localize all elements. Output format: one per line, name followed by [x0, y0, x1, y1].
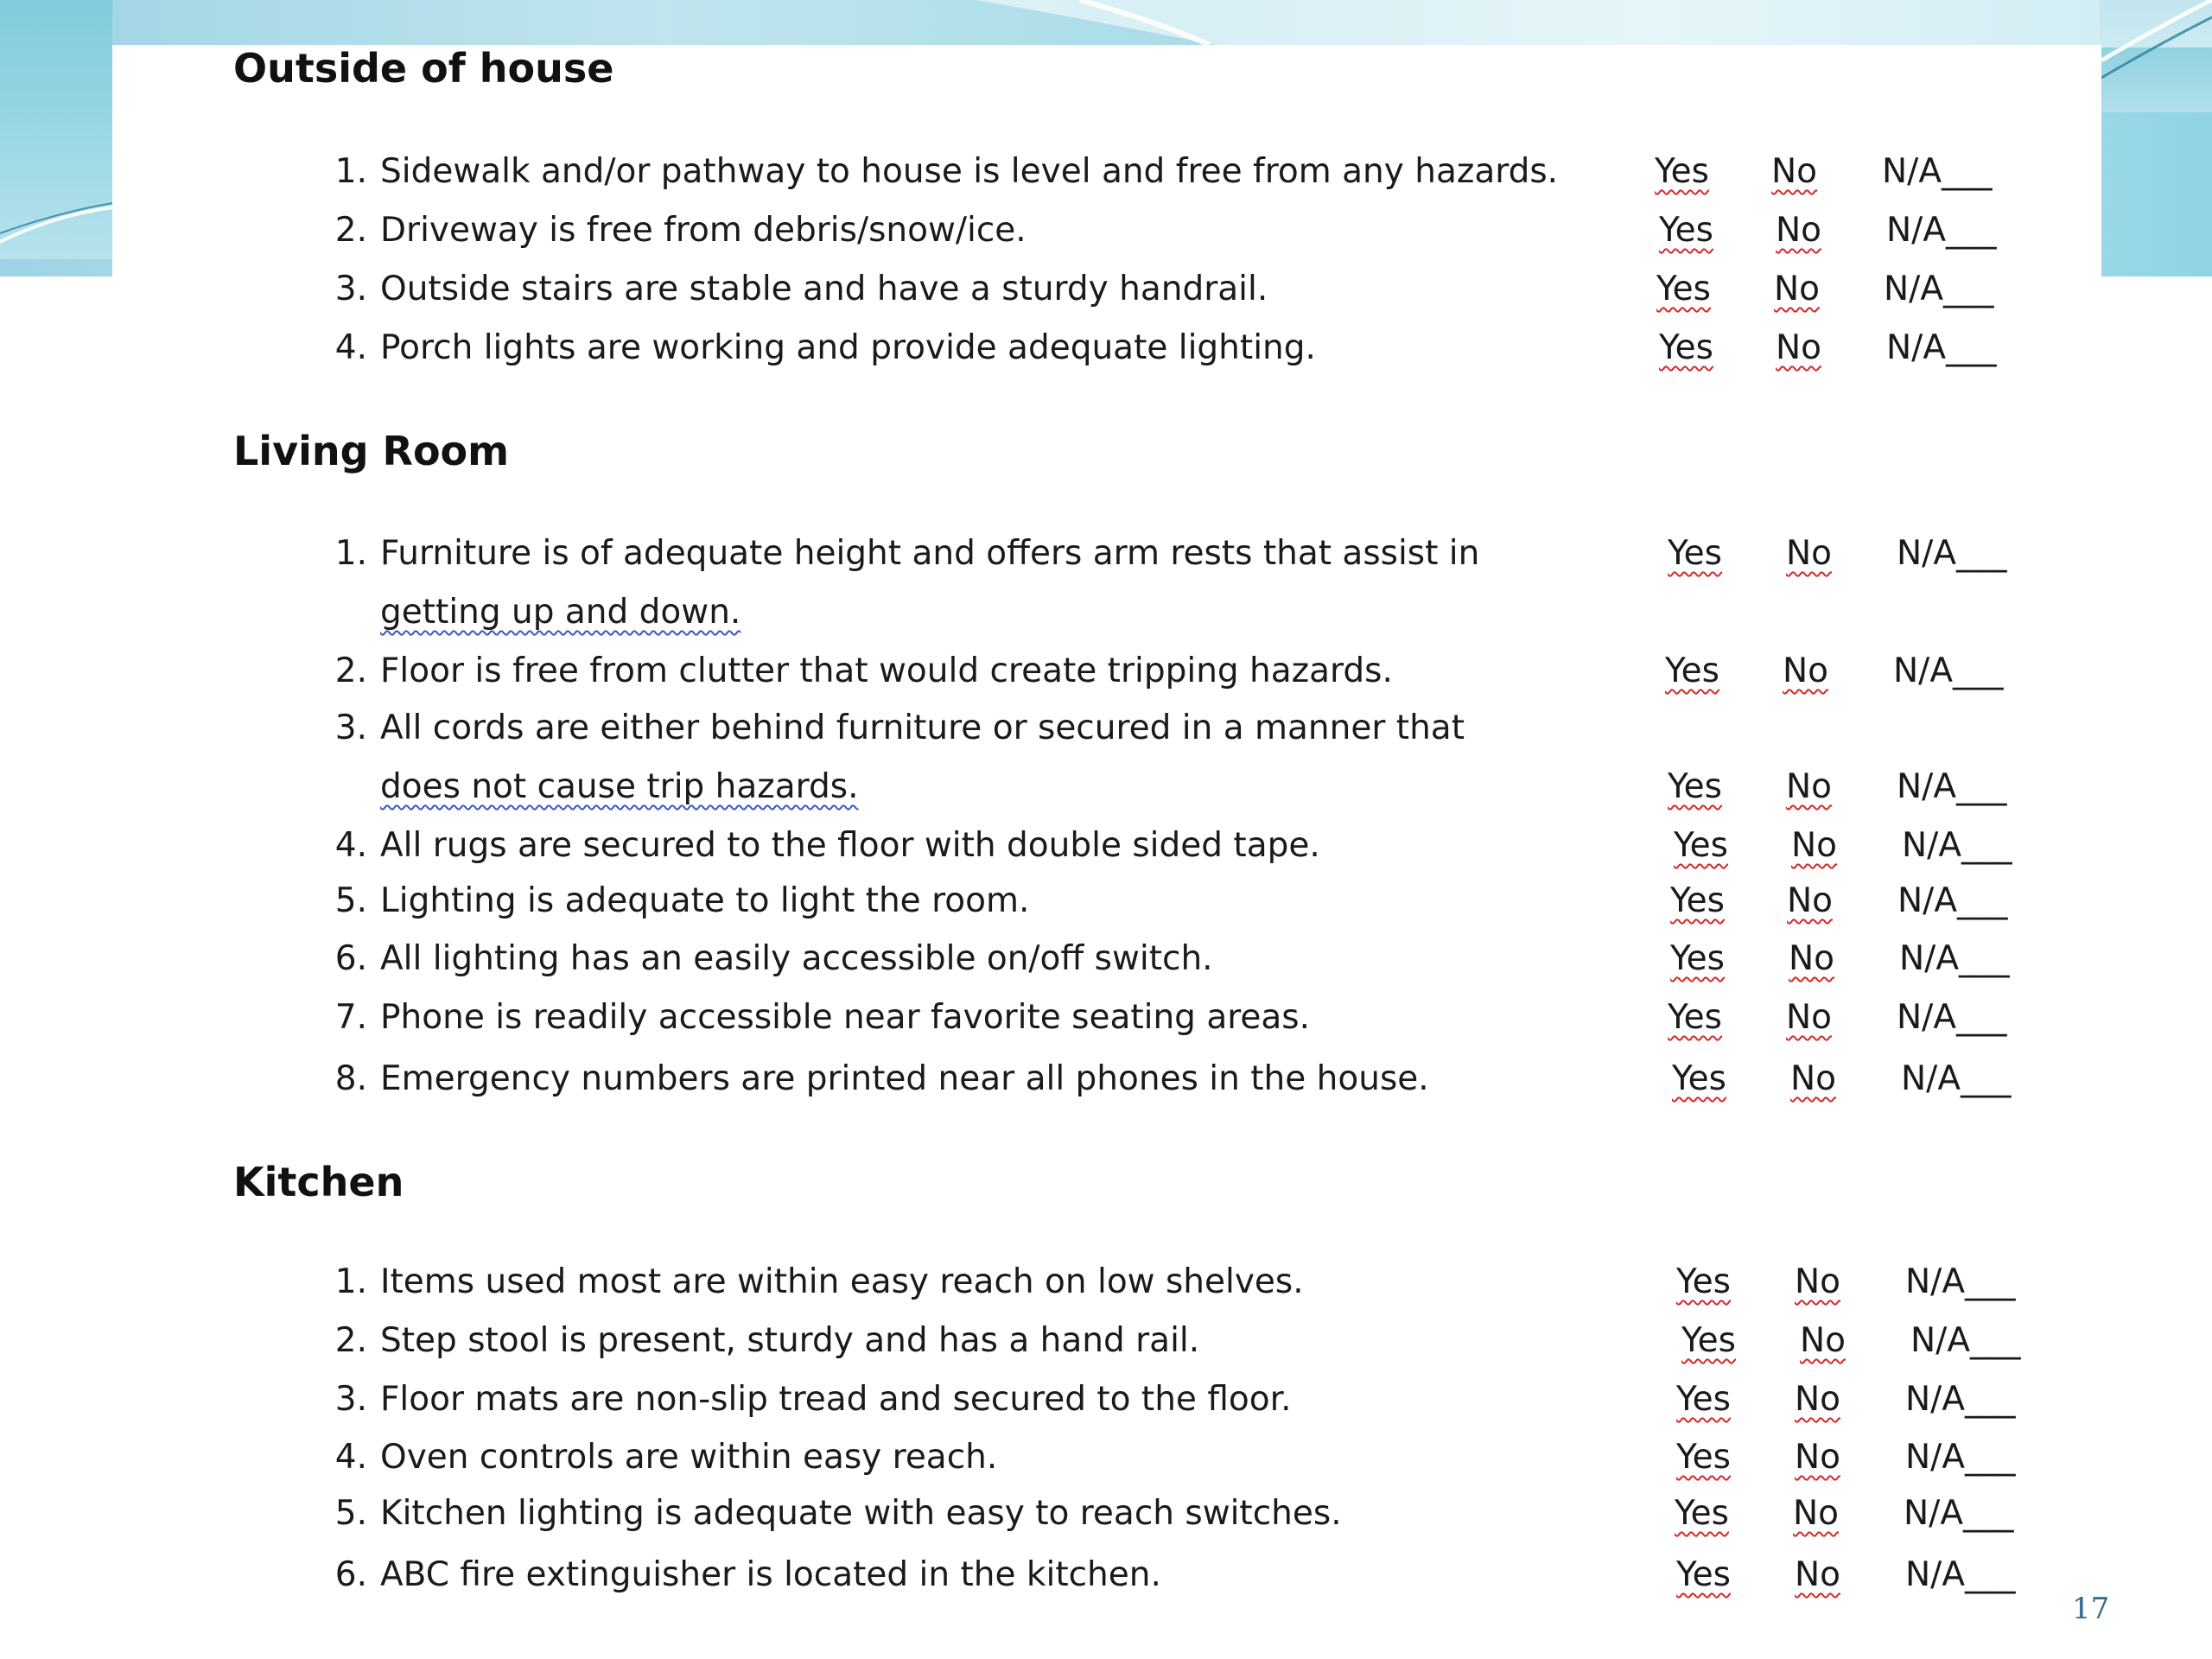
item-number: 3.: [334, 1380, 367, 1419]
item-text: ABC fire extinguisher is located in the kitchen.: [380, 1555, 1161, 1594]
no-option[interactable]: No: [1800, 1321, 1847, 1360]
no-option[interactable]: No: [1791, 826, 1838, 865]
no-option[interactable]: No: [1776, 328, 1822, 367]
no-option[interactable]: No: [1786, 998, 1833, 1037]
yes-option[interactable]: Yes: [1676, 1555, 1731, 1594]
yes-option[interactable]: Yes: [1668, 998, 1722, 1037]
na-option[interactable]: N/A___: [1897, 881, 2008, 920]
item-number: 4.: [334, 1438, 367, 1477]
na-option[interactable]: N/A___: [1884, 270, 1994, 308]
item-number: 6.: [334, 1555, 367, 1594]
item-number: 4.: [334, 328, 367, 367]
section-title-living-room: Living Room: [233, 428, 510, 474]
yes-option[interactable]: Yes: [1668, 767, 1722, 806]
item-text: Oven controls are within easy reach.: [380, 1438, 998, 1477]
item-text: Furniture is of adequate height and offers arm rests that assist in: [380, 534, 1480, 573]
item-text: Phone is readily accessible near favorite seating areas.: [380, 998, 1311, 1037]
no-option[interactable]: No: [1789, 939, 1835, 978]
section-title-outside-of-house: Outside of house: [233, 45, 614, 92]
item-text: All lighting has an easily accessible on/off switch.: [380, 939, 1213, 978]
item-number: 4.: [334, 826, 367, 865]
item-number: 2.: [334, 1321, 367, 1360]
yes-option[interactable]: Yes: [1655, 152, 1709, 191]
na-option[interactable]: N/A___: [1905, 1555, 2016, 1594]
yes-option[interactable]: Yes: [1659, 211, 1713, 250]
item-text: Floor is free from clutter that would create tripping hazards.: [380, 652, 1393, 690]
na-option[interactable]: N/A___: [1897, 767, 2007, 806]
item-number: 3.: [334, 270, 367, 308]
item-text-continued: does not cause trip hazards.: [380, 767, 859, 806]
item-text: Emergency numbers are printed near all phones in the house.: [380, 1059, 1429, 1098]
item-text: All rugs are secured to the floor with double sided tape.: [380, 826, 1320, 865]
no-option[interactable]: No: [1783, 652, 1829, 690]
na-option[interactable]: N/A___: [1886, 211, 1997, 250]
na-option[interactable]: N/A___: [1886, 328, 1997, 367]
item-text: Lighting is adequate to light the room.: [380, 881, 1030, 920]
no-option[interactable]: No: [1790, 1059, 1837, 1098]
item-number: 1.: [334, 152, 367, 191]
no-option[interactable]: No: [1795, 1380, 1841, 1419]
item-number: 2.: [334, 652, 367, 690]
yes-option[interactable]: Yes: [1676, 1438, 1731, 1477]
na-option[interactable]: N/A___: [1904, 1494, 2014, 1533]
item-text: All cords are either behind furniture or secured in a manner that: [380, 709, 1465, 747]
item-number: 8.: [334, 1059, 367, 1098]
yes-option[interactable]: Yes: [1659, 328, 1713, 367]
item-number: 5.: [334, 881, 367, 920]
yes-option[interactable]: Yes: [1674, 826, 1728, 865]
item-number: 5.: [334, 1494, 367, 1533]
na-option[interactable]: N/A___: [1901, 1059, 2012, 1098]
na-option[interactable]: N/A___: [1899, 939, 2010, 978]
item-text: Kitchen lighting is adequate with easy to reach switches.: [380, 1494, 1342, 1533]
na-option[interactable]: N/A___: [1897, 998, 2007, 1037]
yes-option[interactable]: Yes: [1670, 939, 1725, 978]
na-option[interactable]: N/A___: [1893, 652, 2004, 690]
slide-page-number: 17: [2072, 1592, 2110, 1626]
yes-option[interactable]: Yes: [1676, 1380, 1731, 1419]
yes-option[interactable]: Yes: [1681, 1321, 1736, 1360]
item-number: 7.: [334, 998, 367, 1037]
yes-option[interactable]: Yes: [1656, 270, 1711, 308]
item-text-continued: getting up and down.: [380, 593, 741, 632]
na-option[interactable]: N/A___: [1902, 826, 2012, 865]
na-option[interactable]: N/A___: [1882, 152, 1993, 191]
yes-option[interactable]: Yes: [1676, 1262, 1731, 1301]
item-number: 3.: [334, 709, 367, 747]
na-option[interactable]: N/A___: [1905, 1380, 2016, 1419]
item-number: 6.: [334, 939, 367, 978]
yes-option[interactable]: Yes: [1672, 1059, 1726, 1098]
yes-option[interactable]: Yes: [1675, 1494, 1729, 1533]
yes-option[interactable]: Yes: [1670, 881, 1725, 920]
no-option[interactable]: No: [1795, 1438, 1841, 1477]
item-text: Step stool is present, sturdy and has a hand rail.: [380, 1321, 1200, 1360]
no-option[interactable]: No: [1787, 881, 1834, 920]
no-option[interactable]: No: [1795, 1555, 1841, 1594]
item-text: Sidewalk and/or pathway to house is level and free from any hazards.: [380, 152, 1559, 191]
yes-option[interactable]: Yes: [1668, 534, 1722, 573]
na-option[interactable]: N/A___: [1897, 534, 2007, 573]
no-option[interactable]: No: [1771, 152, 1818, 191]
item-text: Floor mats are non-slip tread and secured to the floor.: [380, 1380, 1292, 1419]
na-option[interactable]: N/A___: [1905, 1262, 2016, 1301]
item-number: 1.: [334, 534, 367, 573]
no-option[interactable]: No: [1774, 270, 1821, 308]
no-option[interactable]: No: [1786, 767, 1833, 806]
checklist-document-page: [112, 45, 2101, 1659]
yes-option[interactable]: Yes: [1665, 652, 1719, 690]
item-text: Items used most are within easy reach on low shelves.: [380, 1262, 1304, 1301]
na-option[interactable]: N/A___: [1905, 1438, 2016, 1477]
item-number: 1.: [334, 1262, 367, 1301]
no-option[interactable]: No: [1795, 1262, 1841, 1301]
item-number: 2.: [334, 211, 367, 250]
no-option[interactable]: No: [1786, 534, 1833, 573]
item-text: Outside stairs are stable and have a sturdy handrail.: [380, 270, 1268, 308]
no-option[interactable]: No: [1776, 211, 1822, 250]
item-text: Driveway is free from debris/snow/ice.: [380, 211, 1027, 250]
na-option[interactable]: N/A___: [1910, 1321, 2021, 1360]
item-text: Porch lights are working and provide adequate lighting.: [380, 328, 1316, 367]
no-option[interactable]: No: [1793, 1494, 1840, 1533]
section-title-kitchen: Kitchen: [233, 1159, 404, 1205]
